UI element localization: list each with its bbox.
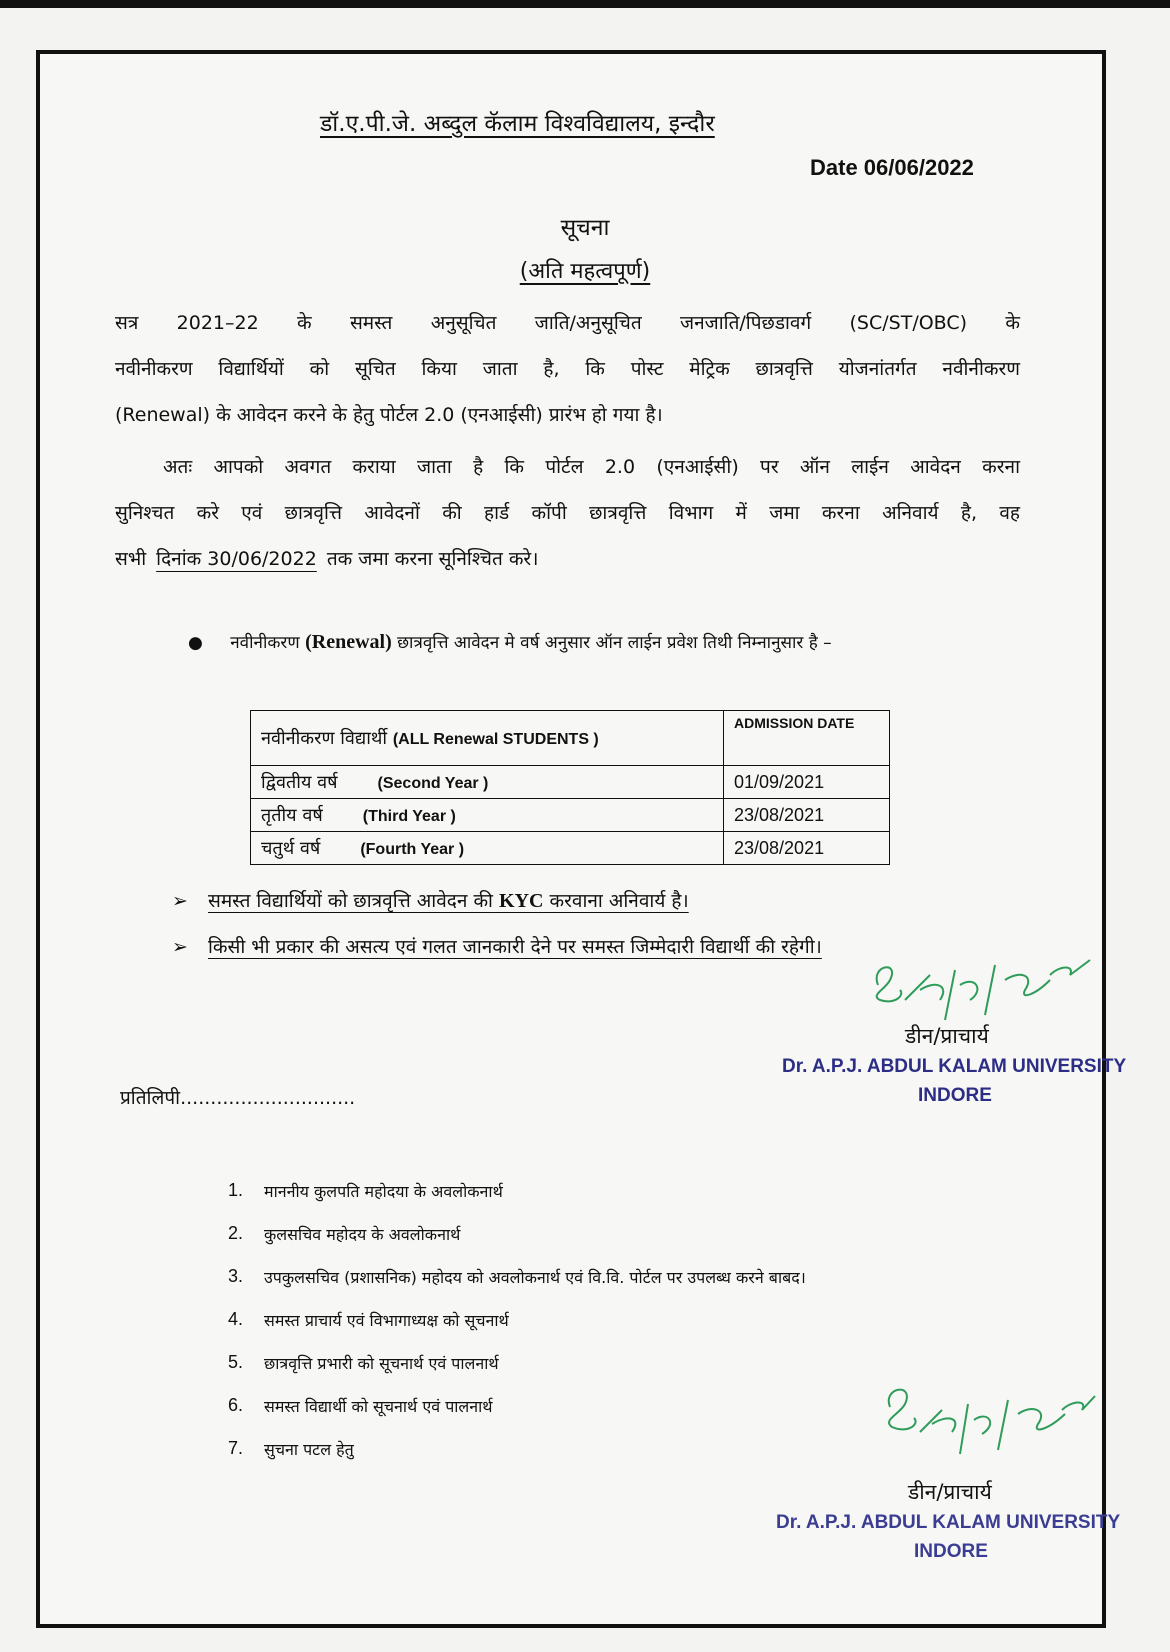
- list-item: 5. छात्रवृत्ति प्रभारी को सूचनार्थ एवं पालनार्थ: [228, 1352, 806, 1395]
- university-title: डॉ.ए.पी.जे. अब्दुल कॅलाम विश्वविद्यालय, इन्दौर: [320, 111, 715, 137]
- table-row: [251, 766, 890, 799]
- table-row: [251, 832, 890, 865]
- arrow-icon: ➢: [172, 890, 188, 912]
- paragraph-1: [115, 300, 1020, 392]
- signatory-designation-1: डीन/प्राचार्य: [905, 1024, 989, 1048]
- admission-date-cell: 23/08/2021: [724, 799, 890, 832]
- kyc-point: [172, 887, 689, 913]
- table-header-row: [251, 711, 890, 766]
- responsibility-text: किसी भी प्रकार की असत्य एवं गलत जानकारी देने पर समस्त जिम्मेदारी विद्यार्थी की रहेगी।: [207, 936, 822, 958]
- distribution-list: [228, 1180, 806, 1481]
- kyc-pre: समस्त विद्यार्थियों को छात्रवृत्ति आवेदन की: [207, 890, 493, 912]
- paragraph-2-line-2: सुनिश्चत करे एवं छात्रवृत्ति आवेदनों की हार्ड कॉपी छात्रवृत्ति विभाग में जमा करना अनिवार्य है, वह: [115, 502, 1020, 524]
- kyc-post: करवाना अनिवार्य है।: [549, 890, 689, 912]
- year-english: (Fourth Year ): [360, 841, 465, 858]
- list-item-text: उपकुलसचिव (प्रशासनिक) महोदय को अवलोकनार्थ एवं वि.वि. पोर्टल पर उपलब्ध करने बाबद।: [264, 1268, 806, 1287]
- signatory-designation-2: डीन/प्राचार्य: [908, 1480, 992, 1504]
- paragraph-1-line-2: नवीनीकरण विद्यार्थियों को सूचित किया जाता है, कि पोस्ट मेट्रिक छात्रवृत्ति योजनांतर्गत नवीनीकरण: [115, 358, 1020, 380]
- deadline-date: दिनांक 30/06/2022: [156, 548, 317, 570]
- admission-date-cell: 23/08/2021: [724, 832, 890, 865]
- list-item-text: सुचना पटल हेतु: [264, 1440, 354, 1459]
- bullet-pre: नवीनीकरण: [230, 633, 300, 653]
- table-row: [251, 799, 890, 832]
- stamp-university-2: Dr. A.P.J. ABDUL KALAM UNIVERSITY: [776, 1512, 1121, 1533]
- renewal-bullet: [188, 630, 832, 654]
- year-hindi: तृतीय वर्ष: [261, 805, 323, 826]
- paragraph-2-line-3: [115, 536, 1020, 582]
- stamp-university-1: Dr. A.P.J. ABDUL KALAM UNIVERSITY: [782, 1056, 1127, 1077]
- list-item-text: समस्त विद्यार्थी को सूचनार्थ एवं पालनार्थ: [264, 1397, 493, 1416]
- year-cell: [251, 766, 724, 799]
- scan-top-edge: [0, 0, 1170, 8]
- kyc-text: [208, 890, 689, 912]
- year-cell: [251, 799, 724, 832]
- year-cell: [251, 832, 724, 865]
- copy-to-label: प्रतिलिपी.............................: [120, 1087, 356, 1109]
- list-item: 3. उपकुलसचिव (प्रशासनिक) महोदय को अवलोकनार्थ एवं वि.वि. पोर्टल पर उपलब्ध करने बाबद।: [228, 1266, 806, 1309]
- year-english: (Third Year ): [362, 808, 456, 825]
- list-item-text: समस्त प्राचार्य एवं विभागाध्यक्ष को सूचनार्थ: [264, 1311, 509, 1330]
- list-item-text: माननीय कुलपति महोदया के अवलोकनार्थ: [264, 1182, 503, 1201]
- arrow-icon: ➢: [172, 936, 188, 958]
- list-item-text: छात्रवृत्ति प्रभारी को सूचनार्थ एवं पालनार्थ: [264, 1354, 499, 1373]
- para2-pre: सभी: [115, 548, 147, 570]
- list-item: 7. सुचना पटल हेतु: [228, 1438, 806, 1481]
- header-hindi: नवीनीकरण विद्यार्थी: [261, 728, 388, 749]
- paragraph-1-line-1: सत्र 2021–22 के समस्त अनुसूचित जाति/अनुसूचित जनजाति/पिछडावर्ग (SC/ST/OBC) के: [115, 312, 1020, 334]
- responsibility-point: [172, 933, 822, 959]
- list-item: 2. कुलसचिव महोदय के अवलोकनार्थ: [228, 1223, 806, 1266]
- year-hindi: द्विवतीय वर्ष: [261, 772, 338, 793]
- list-item: 6. समस्त विद्यार्थी को सूचनार्थ एवं पालनार्थ: [228, 1395, 806, 1438]
- notice-date: Date 06/06/2022: [810, 155, 974, 180]
- list-item-text: कुलसचिव महोदय के अवलोकनार्थ: [264, 1225, 461, 1244]
- admission-date-cell: 01/09/2021: [724, 766, 890, 799]
- year-hindi: चतुर्थ वर्ष: [261, 838, 321, 859]
- table-header-students: [251, 711, 724, 766]
- table-header-date: ADMISSION DATE: [724, 711, 890, 766]
- priority-heading: (अति महत्वपूर्ण): [519, 259, 651, 284]
- year-english: (Second Year ): [377, 775, 489, 792]
- bullet-bold: (Renewal): [305, 631, 392, 653]
- paragraph-1-line-3: (Renewal) के आवेदन करने के हेतु पोर्टल 2.0 (एनआईसी) प्रारंभ हो गया है।: [115, 404, 663, 426]
- list-item: 4. समस्त प्राचार्य एवं विभागाध्यक्ष को सूचनार्थ: [228, 1309, 806, 1352]
- stamp-city-1: INDORE: [918, 1085, 992, 1106]
- bullet-post: छात्रवृत्ति आवेदन मे वर्ष अनुसार ऑन लाईन प्रवेश तिथी निम्नानुसार है –: [397, 633, 832, 653]
- list-item: 1. माननीय कुलपति महोदया के अवलोकनार्थ: [228, 1180, 806, 1223]
- signature-icon: [870, 1372, 1100, 1467]
- paragraph-2-line-1: अतः आपको अवगत कराया जाता है कि पोर्टल 2.0 (एनआईसी) पर ऑन लाईन आवेदन करना: [163, 456, 1020, 478]
- bullet-icon: ●: [188, 633, 203, 653]
- kyc-bold: KYC: [499, 890, 544, 912]
- stamp-city-2: INDORE: [914, 1541, 988, 1562]
- admission-date-table: [250, 710, 890, 865]
- para2-post: तक जमा करना सूनिश्चित करे।: [326, 548, 539, 570]
- paragraph-2: [115, 444, 1020, 490]
- header-english: (ALL Renewal STUDENTS ): [392, 731, 599, 748]
- notice-heading: सूचना: [560, 215, 610, 241]
